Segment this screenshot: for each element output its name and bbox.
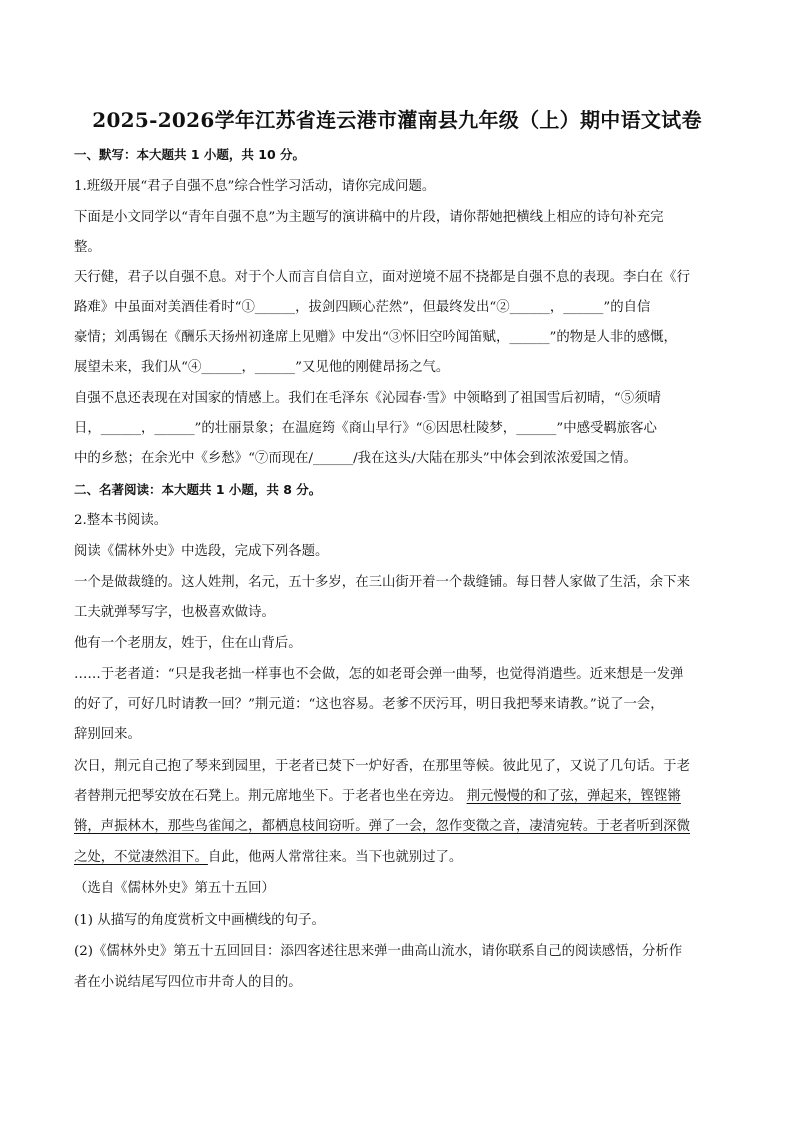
passage-para4-line-3 [74, 817, 730, 837]
q2-instruction: 阅读《儒林外史》中选段，完成下列各题。 [74, 544, 329, 559]
page-title: 2025-2026学年江苏省连云港市灌南县九年级（上）期中语文试卷 [92, 108, 702, 132]
passage-para1-line-2: 工夫就弹琴写字，也极喜欢做诗。 [74, 605, 275, 620]
passage-para1-line-1: 一个是做裁缝的。这人姓荆，名元，五十多岁，在三山街开着一个裁缝铺。每日替人家做了生活，余下来 [74, 575, 690, 590]
passage-para4-line-4 [74, 848, 730, 868]
question-1-lead: 1.班级开展“君子自强不息”综合性学习活动，请你完成问题。 [74, 179, 436, 194]
passage-source: （选自《儒林外史》第五十五回） [74, 881, 275, 896]
sub-question-2-line-1: (2)《儒林外史》第五十五回回目：添四客述往思来弹一曲高山流水，请你联系自己的阅读感悟，分析作 [74, 944, 683, 959]
question-2-lead: 2.整本书阅读。 [74, 513, 168, 528]
q1-para2-line-3: 中的乡愁；在余光中《乡愁》“⑦而现在/______/我在这头/大陆在那头”中体会到浓浓爱国之情。 [74, 451, 637, 466]
q1-para1-line-1: 天行健，君子以自强不息。对于个人而言自信自立，面对逆境不屈不挠都是自强不息的表现。李白在《行 [74, 270, 690, 285]
passage-plain-text: 者替荆元把琴安放在石凳上。荆元席地坐下。于老者也坐在旁边。 [74, 789, 463, 804]
sub-question-2-line-2: 者在小说结尾写四位市井奇人的目的。 [74, 975, 302, 990]
q1-para1-line-3: 豪情；刘禹锡在《酬乐天扬州初逢席上见赠》中发出“③怀旧空吟闻笛赋，______”的物是人非的感慨， [74, 330, 677, 345]
underlined-sentence: 之处，不觉凄然泪下。 [74, 850, 208, 865]
q1-intro-line-1: 下面是小文同学以“青年自强不息”为主题写的演讲稿中的片段，请你帮她把横线上相应的诗句补充完 [74, 210, 664, 225]
q1-para2-line-2: 日，______，______”的壮丽景象；在温庭筠《商山早行》“⑥因思杜陵梦，______”中感受羁旅客心 [74, 421, 657, 436]
q1-para1-line-4: 展望未来，我们从“④______，______”又见他的刚健昂扬之气。 [74, 360, 450, 375]
passage-plain-text: 自此，他两人常常往来。当下也就别过了。 [207, 850, 463, 865]
section-heading-2: 二、名著阅读：本大题共 1 小题，共 8 分。 [74, 482, 322, 497]
passage-para3-line-1: ……于老者道：“只是我老拙一样事也不会做，怎的如老哥会弹一曲琴，也觉得消遣些。近来想是一发弹 [74, 667, 684, 682]
underlined-sentence: 荆元慢慢的和了弦，弹起来，铿铿锵 [466, 789, 681, 804]
q1-para2-line-1: 自强不息还表现在对国家的情感上。我们在毛泽东《沁园春·雪》中领略到了祖国雪后初晴，“⑤须晴 [74, 391, 661, 406]
q1-para1-line-2: 路难》中虽面对美酒佳肴时“①______，拔剑四顾心茫然”，但最终发出“②______，______”的自信 [74, 300, 651, 315]
passage-para4-line-1: 次日，荆元自己抱了琴来到园里，于老者已焚下一炉好香，在那里等候。彼此见了，又说了几句话。于老 [74, 759, 690, 774]
underlined-sentence: 锵，声振林木，那些鸟雀闻之，都栖息枝间窃听。弹了一会，忽作变徵之音，凄清宛转。于老者听到深微 [74, 819, 690, 834]
passage-para3-line-2: 的好了，可好几时请教一回？”荆元道：“这也容易。老爹不厌污耳，明日我把琴来请教。”说了一会， [74, 697, 664, 712]
section-heading-1: 一、默写：本大题共 1 小题，共 10 分。 [74, 147, 306, 162]
passage-para4-line-2 [74, 787, 730, 807]
passage-para2: 他有一个老朋友，姓于，住在山背后。 [74, 636, 302, 651]
passage-para3-line-3: 辞别回来。 [74, 727, 141, 742]
q1-intro-line-2: 整。 [74, 240, 101, 255]
sub-question-1: (1) 从描写的角度赏析文中画横线的句子。 [74, 913, 325, 928]
